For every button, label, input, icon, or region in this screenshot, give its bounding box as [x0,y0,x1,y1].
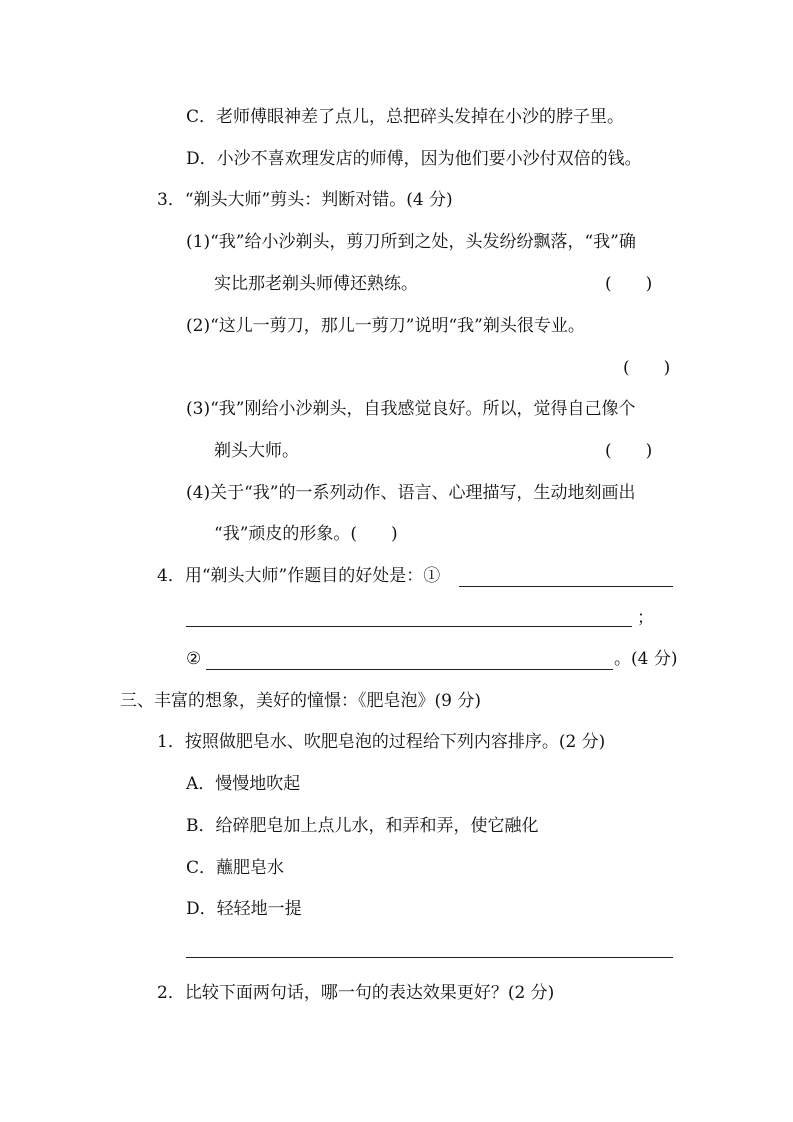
s3-q1-option-c: C．蘸肥皂水 [186,858,285,878]
q2-option-c: C．老师傅眼神差了点儿，总把碎头发掉在小沙的脖子里。 [186,107,625,127]
q3-statement-1-line1: (1)“我”给小沙剃头，剪刀所到之处，头发纷纷飘落，“我”确 [186,232,636,252]
q3-answer-2-blank[interactable]: ( ) [623,358,671,378]
q4-answer-line-1[interactable] [459,586,673,587]
q3-answer-1-blank[interactable]: ( ) [605,274,653,294]
q3-answer-3-blank[interactable]: ( ) [605,441,653,461]
s3-q1-title: 1．按照做肥皂水、吹肥皂泡的过程给下列内容排序。(2 分) [157,732,606,752]
q3-title: 3．“剃头大师”剪头：判断对错。(4 分) [157,190,453,210]
q3-statement-3-line1: (3)“我”刚给小沙剃头，自我感觉良好。所以，觉得自己像个 [186,399,636,419]
q4-question: 4．用“剃头大师”作题目的好处是：① [157,566,441,586]
s3-q1-option-a: A．慢慢地吹起 [186,774,301,794]
q2-option-d: D．小沙不喜欢理发店的师傅，因为他们要小沙付双倍的钱。 [186,149,642,169]
section-3-title: 三、丰富的想象，美好的憧憬：《肥皂泡》(9 分) [120,691,481,711]
s3-q2-title: 2．比较下面两句话，哪一句的表达效果更好？(2 分) [157,983,555,1003]
s3-q1-answer-line[interactable] [186,957,673,958]
q3-statement-4-line1: (4)关于“我”的一系列动作、语言、心理描写，生动地刻画出 [186,483,636,503]
q4-answer-line-3[interactable] [206,669,613,670]
q3-statement-1-line2: 实比那老剃头师傅还熟练。 [214,274,418,294]
q4-answer-line-2[interactable] [186,626,632,627]
q4-score: 。(4 分) [614,649,678,669]
q3-statement-3-line2: 剃头大师。 [214,441,299,461]
q4-semicolon: ； [637,608,654,628]
q4-marker-2: ② [186,649,202,669]
s3-q1-option-b: B．给碎肥皂加上点儿水，和弄和弄，使它融化 [186,816,539,836]
q3-statement-2: (2)“这儿一剪刀，那儿一剪刀”说明“我”剃头很专业。 [186,316,585,336]
s3-q1-option-d: D．轻轻地一提 [186,899,302,919]
q3-statement-4-line2: “我”顽皮的形象。( ) [214,524,398,544]
